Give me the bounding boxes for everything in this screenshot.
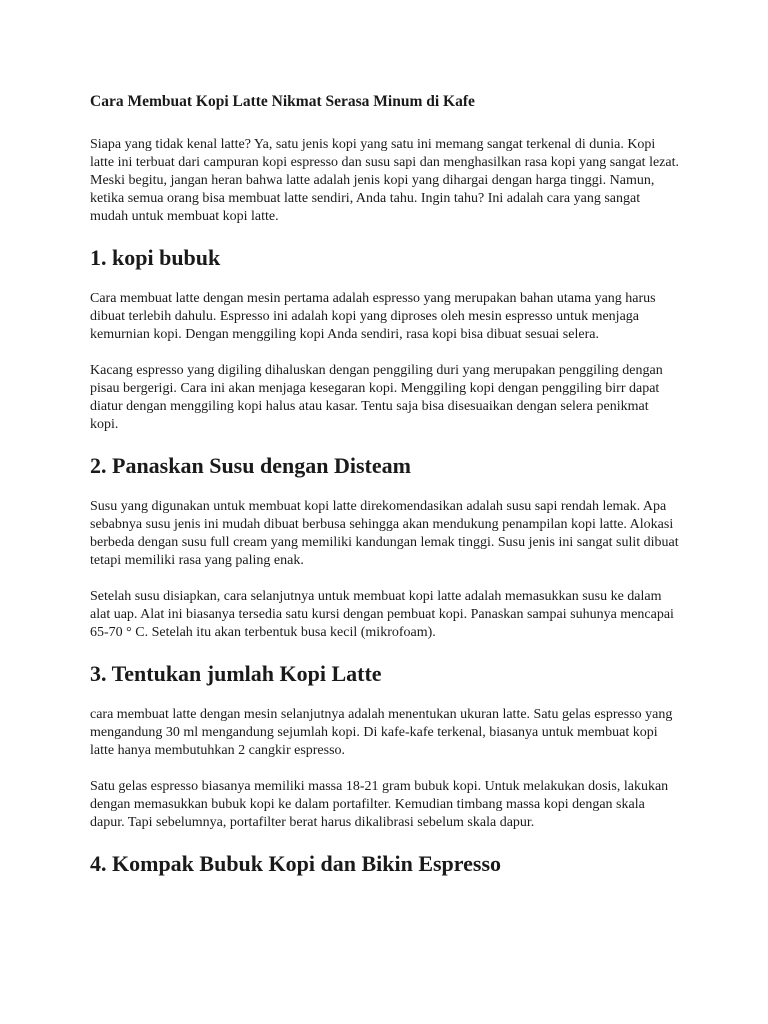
document-title: Cara Membuat Kopi Latte Nikmat Serasa Minum di Kafe xyxy=(90,93,475,110)
section-4-heading: 4. Kompak Bubuk Kopi dan Bikin Espresso xyxy=(90,851,502,876)
section-3-paragraph-2: Satu gelas espresso biasanya memiliki massa 18-21 gram bubuk kopi. Untuk melakukan dosis, lakukan dengan memasukkan bubuk kopi ke dalam portafilter. Kemudian timbang massa kopi dengan skala dapur. Tapi sebelumnya, portafilter berat harus dikalibrasi sebelum skala dapur. xyxy=(90,779,669,830)
section-1-heading: 1. kopi bubuk xyxy=(90,245,221,270)
document-page xyxy=(90,92,680,896)
section-2-paragraph-2: Setelah susu disiapkan, cara selanjutnya untuk membuat kopi latte adalah memasukkan susu ke dalam alat uap. Alat ini biasanya tersedia satu kursi dengan pembuat kopi. Panaskan sampai suhunya mencapai 65-70 ° C. Setelah itu akan terbentuk busa kecil (mikrofoam). xyxy=(90,589,674,640)
intro-paragraph: Siapa yang tidak kenal latte? Ya, satu jenis kopi yang satu ini memang sangat terkenal di dunia. Kopi latte ini terbuat dari campuran kopi espresso dan susu sapi dan menghasilkan rasa kopi yang sangat lezat. Meski begitu, jangan heran bahwa latte adalah jenis kopi yang dihargai dengan harga tinggi. Namun, ketika semua orang bisa membuat latte sendiri, Anda tahu. Ingin tahu? Ini adalah cara yang sangat mudah untuk membuat kopi latte. xyxy=(90,137,679,224)
section-2-paragraph-1: Susu yang digunakan untuk membuat kopi latte direkomendasikan adalah susu sapi rendah lemak. Apa sebabnya susu jenis ini mudah dibuat berbusa sehingga akan mendukung penampilan kopi latte. Alokasi berbeda dengan susu full cream yang memiliki kandungan lemak tinggi. Susu jenis ini sangat sulit dibuat tetapi memiliki rasa yang paling enak. xyxy=(90,499,679,568)
section-1-paragraph-1: Cara membuat latte dengan mesin pertama adalah espresso yang merupakan bahan utama yang harus dibuat terlebih dahulu. Espresso ini adalah kopi yang diproses oleh mesin espresso untuk menjaga kemurnian kopi. Dengan menggiling kopi Anda sendiri, rasa kopi bisa dibuat sesuai selera. xyxy=(90,291,656,342)
section-3-heading: 3. Tentukan jumlah Kopi Latte xyxy=(90,661,382,686)
section-3-paragraph-1: cara membuat latte dengan mesin selanjutnya adalah menentukan ukuran latte. Satu gelas espresso yang mengandung 30 ml mengandung sejumlah kopi. Di kafe-kafe terkenal, biasanya untuk membuat kopi latte hanya membutuhkan 2 cangkir espresso. xyxy=(90,707,673,758)
section-2-heading: 2. Panaskan Susu dengan Disteam xyxy=(90,453,411,478)
section-1-paragraph-2: Kacang espresso yang digiling dihaluskan dengan penggiling duri yang merupakan penggiling dengan pisau bergerigi. Cara ini akan menjaga kesegaran kopi. Menggiling kopi dengan penggiling birr dapat diatur dengan menggiling kopi halus atau kasar. Tentu saja bisa disesuaikan dengan selera penikmat kopi. xyxy=(90,363,663,432)
